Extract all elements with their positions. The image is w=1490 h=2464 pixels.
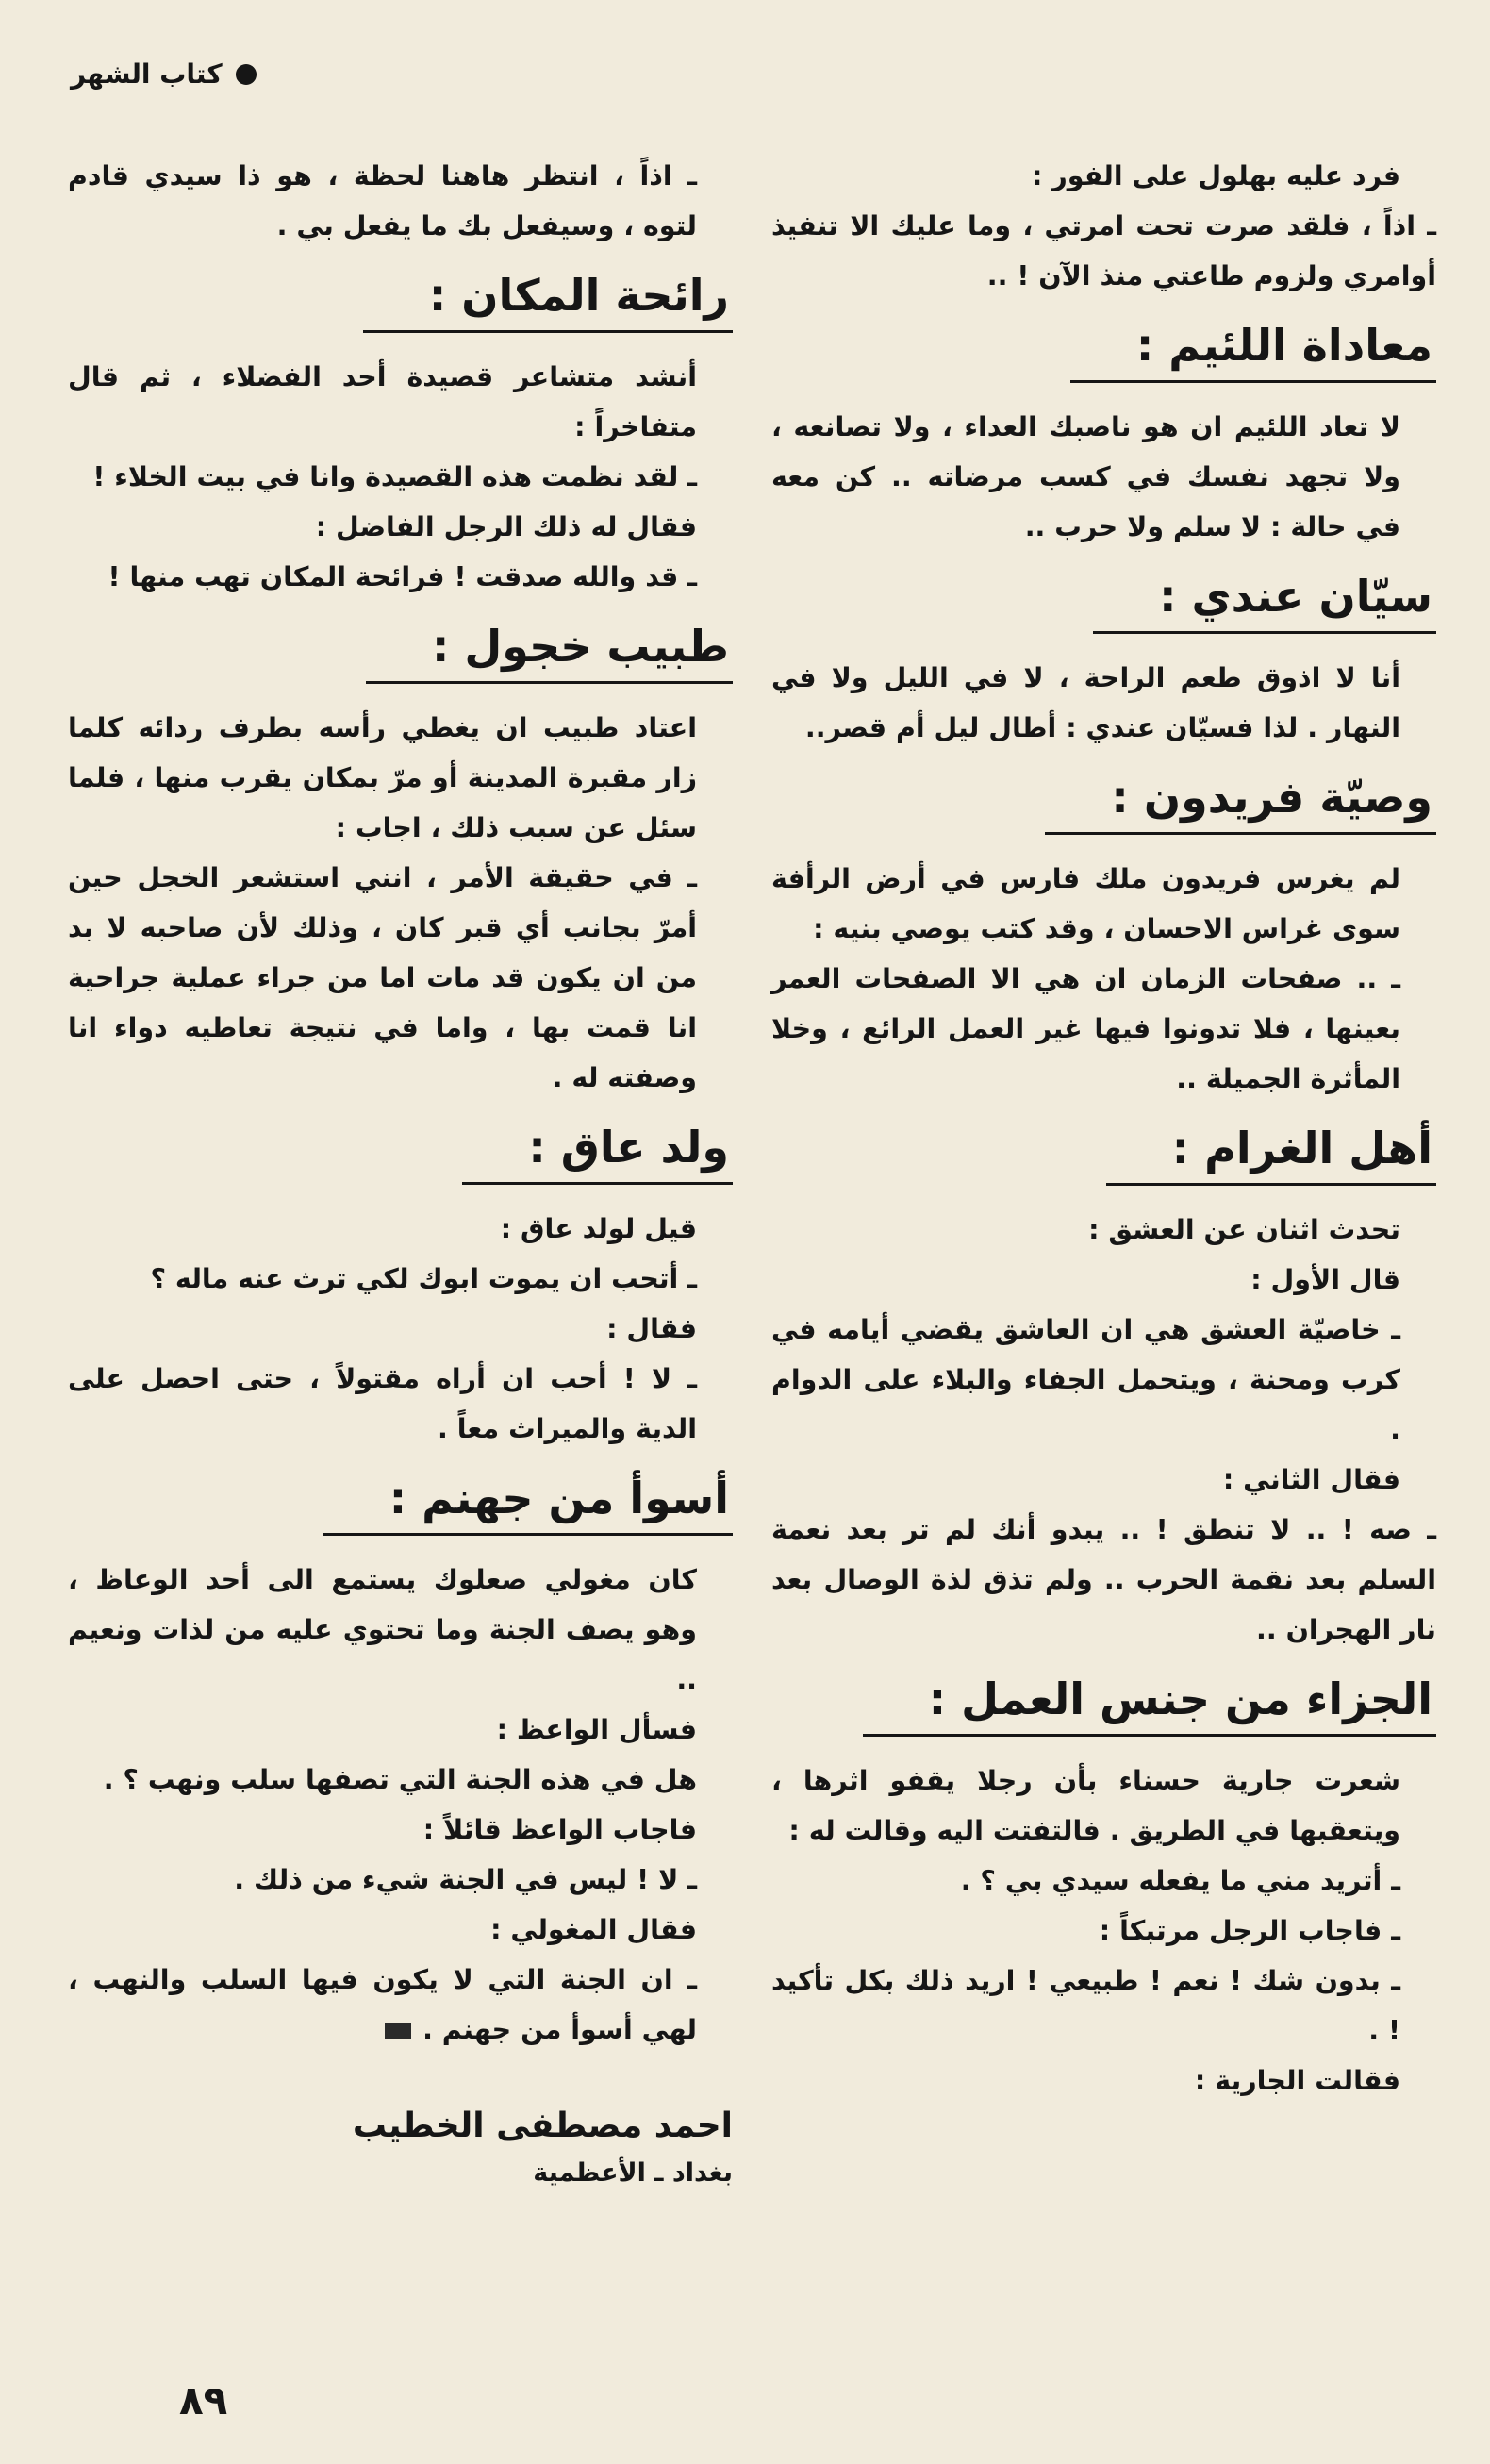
author-place: بغداد ـ الأعظمية	[533, 2158, 733, 2188]
header-title: كتاب الشهر	[71, 58, 223, 90]
paragraph: ـ قد والله صدقت ! فرائحة المكان تهب منها !	[108, 561, 697, 592]
section-son	[68, 1116, 733, 1185]
paragraph: ـ في حقيقة الأمر ، انني استشعر الخجل حين أمرّ بجانب أي قبر كان ، وذلك لأن صاحبه لا بد من ان يكون قد مات اما من جراء عملية جراحية انا قمت بها ، واما في نتيجة تعاطيه دواء انا وصفته له .	[68, 862, 697, 1093]
paragraph: لم يغرس فريدون ملك فارس في أرض الرأفة سوى غراس الاحسان ، وقد كتب يوصي بنيه :	[771, 863, 1400, 944]
section-hell	[68, 1467, 733, 1536]
paragraph: فاجاب الواعظ قائلاً :	[422, 1814, 697, 1845]
page-number: ٨٩	[179, 2377, 228, 2423]
paragraph: أنا لا اذوق طعم الراحة ، لا في الليل ولا في النهار . لذا فسيّان عندي : أطال ليل أم قصر..	[771, 662, 1400, 743]
paragraph: ـ لا ! أحب ان أراه مقتولاً ، حتى احصل على الدية والميراث معاً .	[68, 1363, 697, 1444]
section-love	[771, 1117, 1436, 1186]
paragraph: شعرت جارية حسناء بأن رجلا يقفو اثرها ، ويتعقبها في الطريق . فالتفتت اليه وقالت له :	[771, 1765, 1400, 1846]
paragraph: فقال له ذلك الرجل الفاضل :	[315, 511, 697, 542]
section-title: طبيب خجول :	[366, 615, 733, 684]
paragraph: تحدث اثنان عن العشق :	[1088, 1214, 1400, 1245]
paragraph: لا تعاد اللئيم ان هو ناصبك العداء ، ولا تصانعه ، ولا تجهد نفسك في كسب مرضاته .. كن معه في حالة : لا سلم ولا حرب ..	[771, 411, 1400, 542]
paragraph-text: ـ ان الجنة التي لا يكون فيها السلب والنهب ، لهي أسوأ من جهنم .	[68, 1964, 697, 2045]
intro-line: ـ اذاً ، فلقد صرت تحت امرتي ، وما عليك الا تنفيذ أوامري ولزوم طاعتي منذ الآن ! ..	[771, 210, 1436, 291]
section-title: وصيّة فريدون :	[1045, 766, 1436, 835]
bullet-icon	[236, 64, 257, 85]
paragraph: فقالت الجارية :	[1194, 2065, 1400, 2096]
section-title: سيّان عندي :	[1093, 565, 1436, 634]
end-mark-icon	[385, 2023, 411, 2039]
section-title: ولد عاق :	[462, 1116, 733, 1185]
intro-line: ـ اذاً ، انتظر هاهنا لحظة ، هو ذا سيدي قادم لتوه ، وسيفعل بك ما يفعل بي .	[68, 160, 697, 241]
paragraph: ـ .. صفحات الزمان ان هي الا الصفحات العمر بعينها ، فلا تدونوا فيها غير العمل الرائع ، وخلا المأثرة الجميلة ..	[771, 963, 1400, 1094]
left-column	[68, 151, 733, 2194]
intro-line: فرد عليه بهلول على الفور :	[1032, 160, 1400, 191]
section-title: معاداة اللئيم :	[1070, 314, 1436, 383]
paragraph: قيل لولد عاق :	[500, 1213, 697, 1244]
paragraph: قال الأول :	[1250, 1264, 1400, 1295]
paragraph: ـ خاصيّة العشق هي ان العاشق يقضي أيامه في كرب ومحنة ، ويتحمل الجفاء والبلاء على الدوام .	[771, 1314, 1400, 1445]
paragraph: فسأل الواعظ :	[496, 1714, 697, 1745]
section-fereydun	[771, 766, 1436, 835]
paragraph: هل في هذه الجنة التي تصفها سلب ونهب ؟ .	[103, 1764, 697, 1795]
section-same	[771, 565, 1436, 634]
author-name: احمد مصطفى الخطيب	[352, 2106, 733, 2145]
paragraph-last	[68, 1955, 733, 2055]
section-title: الجزاء من جنس العمل :	[863, 1668, 1436, 1737]
paragraph: ـ بدون شك ! نعم ! طبيعي ! اريد ذلك بكل تأكيد ! .	[771, 1965, 1400, 2046]
paragraph: ـ أتحب ان يموت ابوك لكي ترث عنه ماله ؟	[150, 1263, 697, 1294]
section-title: رائحة المكان :	[363, 264, 733, 333]
paragraph: فقال الثاني :	[1222, 1464, 1400, 1495]
paragraph: اعتاد طبيب ان يغطي رأسه بطرف ردائه كلما زار مقبرة المدينة أو مرّ بمكان يقرب منها ، فلما سئل عن سبب ذلك ، اجاب :	[68, 712, 697, 843]
paragraph: أنشد متشاعر قصيدة أحد الفضلاء ، ثم قال متفاخراً :	[68, 361, 697, 442]
paragraph: ـ أتريد مني ما يفعله سيدي بي ؟ .	[960, 1865, 1400, 1896]
paragraph: ـ لقد نظمت هذه القصيدة وانا في بيت الخلاء !	[92, 461, 697, 492]
paragraph: فقال :	[606, 1313, 697, 1344]
paragraph: فقال المغولي :	[490, 1914, 697, 1945]
author-signature	[68, 2100, 733, 2194]
section-enemy	[771, 314, 1436, 383]
section-title: أسوأ من جهنم :	[323, 1467, 733, 1536]
section-reward	[771, 1668, 1436, 1737]
paragraph: ـ لا ! ليس في الجنة شيء من ذلك .	[234, 1864, 697, 1895]
paragraph: ـ فاجاب الرجل مرتبكاً :	[1099, 1915, 1400, 1946]
right-column	[771, 151, 1436, 2106]
paragraph: ـ صه ! .. لا تنطق ! .. يبدو أنك لم تر بعد نعمة السلم بعد نقمة الحرب .. ولم تذق لذة الوصال بعد نار الهجران ..	[771, 1514, 1436, 1645]
section-smell	[68, 264, 733, 333]
paragraph: كان مغولي صعلوك يستمع الى أحد الوعاظ ، وهو يصف الجنة وما تحتوي عليه من لذات ونعيم ..	[68, 1564, 697, 1695]
section-title: أهل الغرام :	[1106, 1117, 1436, 1186]
running-header	[71, 58, 257, 90]
section-doctor	[68, 615, 733, 684]
